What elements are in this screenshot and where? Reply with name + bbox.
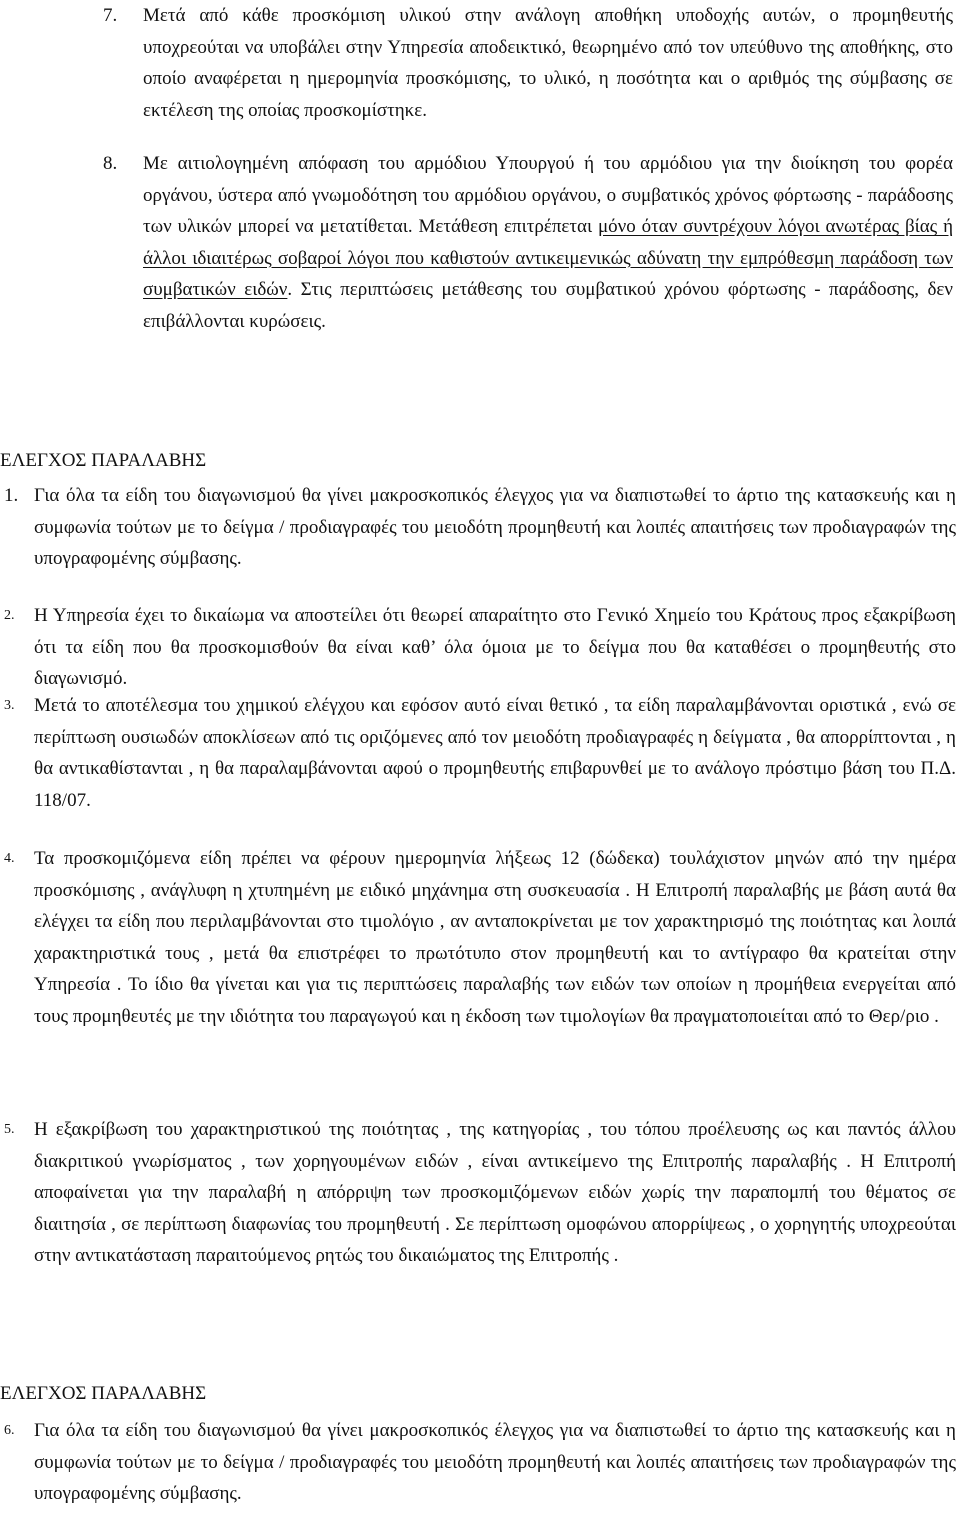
list-item-2 [4,600,956,695]
list-item-text [143,148,953,337]
list-item-text: Μετά το αποτέλεσμα του χημικού ελέγχου και εφόσον αυτό είναι θετικό , τα είδη παραλαμβάνονται οριστικά , ενώ σε περίπτωση ουσιωδών αποκλίσεων από τις οριζόμενες από τον μειοδότη προδιαγραφές η δείγματα , θα απορρίπτονται , η θα αντικαθίστανται , η θα παραλαμβάνονται αφού ο προμηθευτής επιβαρυνθεί με το ανάλογο πρόστιμο βάση του Π.Δ. 118/07. [34,695,956,811]
list-item-number: 3. [4,698,15,713]
list-item-number: 7. [103,5,118,26]
text-segment: . Στις περιπτώσεις μετάθεσης του συμβατικού χρόνου φόρτωσης - παράδοσης, δεν επιβάλλονται κυρώσεις. [143,279,953,332]
list-item-number: 5. [4,1122,15,1137]
list-item-number: 2. [4,608,15,623]
list-item-text: Για όλα τα είδη του διαγωνισμού θα γίνει μακροσκοπικός έλεγχος για να διαπιστωθεί το άρτιο της κατασκευής και η συμφωνία τούτων με το δείγμα / προδιαγραφές του μειοδότη προμηθευτή και λοιπές απαιτήσεις των προδιαγραφών της υπογραφομένης σύμβασης. [34,1420,956,1504]
list-item-1 [4,480,956,575]
list-item-8 [103,148,954,337]
text-segment: Με αιτιολογημένη απόφαση του αρμόδιου Υπουργού ή του αρμόδιου για την διοίκηση του φορέα οργάνου, ύστερα από γνωμοδότηση του αρμόδιου οργάνου, ο συμβατικός χρόνος φόρτωσης - παράδοσης των υλικών μπορεί να μετατίθεται. Μετάθεση επιτρέπεται [143,153,953,237]
list-item-4 [4,843,956,1032]
list-item-3 [4,690,956,816]
list-item-number: 1. [4,485,19,506]
list-item-number: 4. [4,851,15,866]
list-item-7 [103,0,953,126]
list-item-text: Τα προσκομιζόμενα είδη πρέπει να φέρουν ημερομηνία λήξεως 12 (δώδεκα) τουλάχιστον μηνών από την ημέρα προσκόμισης , ανάγλυφη η χτυπημένη με ειδικό μηχάνημα στη συσκευασία . Η Επιτροπή παραλαβής με βάση αυτά θα ελέγχει τα είδη που περιλαμβάνονται στο τιμολόγιο , αν ανταποκρίνεται με τον χαρακτηρισμό της ποιότητας και λοιπά χαρακτηριστικά τους , μετά θα επιστρέφει το πρωτότυπο στον προμηθευτή και το αντίγραφο θα κρατείται στην Υπηρεσία . Το ίδιο θα γίνεται και για τις περιπτώσεις παραλαβής των ειδών των οποίων η προμήθεια ενεργείται από τους προμηθευτές με την ιδιότητα του παραγωγού και η έκδοση των τιμολογίων θα πραγματοποιείται από το Θερ/ριο . [34,848,956,1027]
list-item-5 [4,1114,956,1272]
list-item-6 [4,1415,956,1510]
list-item-text: Η εξακρίβωση του χαρακτηριστικού της ποιότητας , της κατηγορίας , του τόπου προέλευσης ως και παντός άλλου διακριτικού γνωρίσματος , των χορηγουμένων ειδών , είναι αντικείμενο της Επιτροπής παραλαβής . Η Επιτροπή αποφαίνεται για την παραλαβή η απόρριψη των προσκομιζόμενων ειδών χωρίς την παραπομπή του θέματος σε διαιτησία , σε περίπτωση διαφωνίας του προμηθευτή . Σε περίπτωση ομοφώνου απορρίψεως , ο χορηγητής υποχρεούται στην αντικατάσταση παραιτούμενος ρητώς του δικαιώματος της Επιτροπής . [34,1119,956,1266]
list-item-text: Μετά από κάθε προσκόμιση υλικού στην ανάλογη αποθήκη υποδοχής αυτών, ο προμηθευτής υποχρεούται να υποβάλει στην Υπηρεσία αποδεικτικό, θεωρημένο από τον υπεύθυνο της αποθήκης, στο οποίο αναφέρεται η ημερομηνία προσκόμισης, το υλικό, η ποσότητα και ο αριθμός της σύμβασης σε εκτέλεση της οποίας προσκομίστηκε. [143,5,953,121]
list-item-number: 6. [4,1423,15,1438]
section-heading: ΕΛΕΓΧΟΣ ΠΑΡΑΛΑΒΗΣ [0,1383,207,1404]
list-item-text: Η Υπηρεσία έχει το δικαίωμα να αποστείλει ότι θεωρεί απαραίτητο στο Γενικό Χημείο του Κράτους προς εξακρίβωση ότι τα είδη που θα προσκομισθούν θα είναι καθ’ όλα όμοια με το δείγμα που θα καταθέσει ο προμηθευτής στο διαγωνισμό. [34,605,956,689]
underlined-text: μόνο όταν συντρέχουν λόγοι ανωτέρας βίας ή άλλοι ιδιαιτέρως σοβαροί λόγοι που καθιστούν αντικειμενικώς αδύνατη την εμπρόθεσμη παράδοση των συμβατικών ειδών [143,216,954,300]
section-heading: ΕΛΕΓΧΟΣ ΠΑΡΑΛΑΒΗΣ [0,450,207,471]
list-item-number: 8. [103,153,118,174]
list-item-text: Για όλα τα είδη του διαγωνισμού θα γίνει μακροσκοπικός έλεγχος για να διαπιστωθεί το άρτιο της κατασκευής και η συμφωνία τούτων με το δείγμα / προδιαγραφές του μειοδότη προμηθευτή και λοιπές απαιτήσεις των προδιαγραφών της υπογραφομένης σύμβασης. [34,485,956,569]
